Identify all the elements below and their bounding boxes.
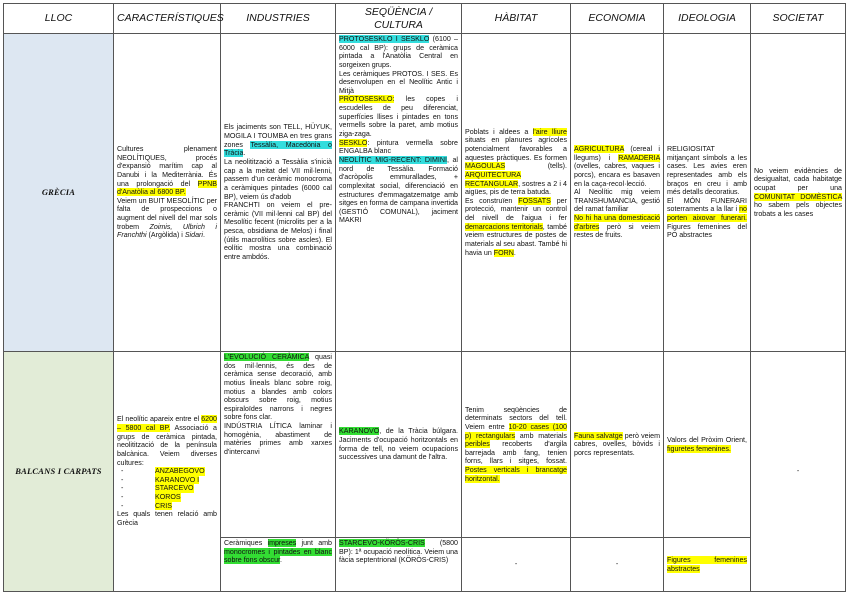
text: . xyxy=(280,556,282,565)
text: INDÚSTRIA LÍTICA laminar i homogènia, abastiment de matèries primes amb xarxes d'intercanvi xyxy=(224,422,332,457)
highlight: STARCEVO-KÖRÖS-CRIS xyxy=(339,539,425,547)
highlight: No hi ha una domesticació d'arbres xyxy=(574,214,660,231)
text: , també veiem estructures de postes de materials al seu abast. També hi havia un xyxy=(465,222,567,257)
header-societat: SOCIETAT xyxy=(751,4,846,34)
text: (Argòlida) i xyxy=(146,231,185,240)
list-item: - ANZABEGOVO xyxy=(121,467,217,476)
italic-text: Sidari xyxy=(184,231,203,240)
list-item: - STARCEVO xyxy=(121,484,217,493)
highlight: demarcacions territorials xyxy=(465,222,543,231)
highlight: FORN xyxy=(493,248,514,257)
highlight: COMUNITAT DOMÈSTICA xyxy=(754,192,842,201)
cell-economia-row3: - xyxy=(571,538,664,592)
header-economia: ECONOMIA xyxy=(571,4,664,34)
cell-industries-row3 xyxy=(221,538,336,592)
cell-caracteristiques-grecia xyxy=(114,34,221,352)
highlight: PROTOSESKLO I SESKLO xyxy=(339,35,430,43)
text: (cereal i llegums) i xyxy=(574,144,660,162)
text: RELIGIOSITAT mitjançant símbols a les cases. Les avies eren representades amb els braços en creu i amb més detalls decoratius. xyxy=(667,144,747,197)
text: Cultures plenament NEOLÍTIQUES, procés d'expansió marítim cap al Danubi i la Mediterrània. És una prolongació del xyxy=(117,144,217,188)
text: recoberts d'argila barrejada amb fang, tenien forns, llars i sitges, fossat. xyxy=(465,440,567,466)
highlight: KARANOVO xyxy=(339,427,380,436)
header-caracteristiques: CARACTERÍSTIQUES xyxy=(114,4,221,34)
neolithic-table xyxy=(3,3,846,592)
highlight: 6200 – 5800 cal BP. xyxy=(117,415,217,432)
text: Al Neolític mig veiem TRANSHUMANCIA, gestió del ramat familiar xyxy=(574,188,660,214)
text: , sostres a 2 i 4 aigües, pis de terra batuda. xyxy=(465,179,567,197)
cell-sequencia-grecia xyxy=(336,34,462,352)
cell-ideologia-grecia xyxy=(664,34,751,352)
text: situats en planures agrícoles potencialment favorables a aquestes pràctiques. Es formen xyxy=(465,136,567,162)
cell-habitat-grecia xyxy=(462,34,571,352)
text: per protecció, mantenir un control del nivell de l'aigua i fer xyxy=(465,196,567,223)
text: ho sabem pels objectes trobats a les cases xyxy=(754,201,842,218)
cell-economia-balcans xyxy=(571,352,664,538)
text: Poblats i aldees a xyxy=(465,127,533,136)
cell-societat-balcans: - xyxy=(751,352,846,592)
cell-lloc-grecia xyxy=(4,34,114,352)
cell-industries-balcans xyxy=(221,352,336,538)
header-habitat: HÀBITAT xyxy=(462,4,571,34)
highlight: ARQUITECTURA RECTANGULAR xyxy=(465,170,521,188)
italic-text: Zoimis, Ulbrich i Franchthi xyxy=(117,222,217,240)
text: . xyxy=(513,248,516,257)
highlight: no porten aixovar funerari. xyxy=(667,205,747,223)
place-grecia: GRÈCIA xyxy=(41,187,76,198)
place-balcans: BALCANS I CARPATS xyxy=(15,466,102,477)
text: : pintura vermella sobre ENGALBA blanc xyxy=(339,138,458,156)
list-item: - CRIS xyxy=(121,502,217,511)
cell-sequencia-row3 xyxy=(336,538,462,592)
text: (5800 BP): 1ª ocupació neolítica. Veiem una fàcia septentrional (KÖRÖS-CRIS) xyxy=(339,539,458,565)
highlight: figuretes femenines. xyxy=(667,444,731,453)
text: Els jaciments son TELL, HÜYUK, MOGILA I TOUMBA en tres grans zones xyxy=(224,123,332,149)
text: Les ceràmiques PROTOS. I SES. Es desenvolupen en el Neolític Antic i Mitjà xyxy=(339,69,458,95)
header-row xyxy=(4,4,846,34)
text: quasi dos mil·lennis, és des de ceràmica sense decoració, amb motius lineals blanc sobre roig, motius a blandes amb colors obscurs sobre roig, motius espiraloïdes narrons i negres sobre fons clar. xyxy=(224,353,332,422)
text: El MÓN FUNERARI soterraments a la llar i xyxy=(667,196,747,214)
text: però si veiem restes de fruits. xyxy=(574,222,660,240)
highlight: Tessàlia, Macedònia o Tràcia xyxy=(224,140,332,158)
text: El neolític apareix entre el xyxy=(117,415,202,424)
text: Tenim seqüències de determinats sectors del tell. Veiem entre xyxy=(465,405,567,431)
text: . xyxy=(202,231,205,240)
text: Veiem un BUIT MESOLÍTIC per falta de prospeccions o augment del nivell del mar sols trobem xyxy=(117,196,218,231)
highlight: L'EVOLUCIÓ CERÀMICA xyxy=(224,353,310,361)
text: , al nord de Tessàlia. Formació d'acròpolis emmurallades, + complexitat social, diferenciació en estructures d'emmagatzematge amb sitges en forma de campana invertida (GESTIÓ COMUNAL), jaciment MAKRI xyxy=(339,155,458,225)
cell-caracteristiques-balcans xyxy=(114,352,221,592)
row-balcans xyxy=(4,352,846,538)
cell-economia-grecia xyxy=(571,34,664,352)
row-grecia xyxy=(4,34,846,352)
highlight: Fauna salvatge xyxy=(574,431,623,440)
highlight: Postes verticals i brancatge horitzontal. xyxy=(465,466,567,483)
header-ideologia: IDEOLOGIA xyxy=(664,4,751,34)
text: però veiem cabres, ovelles, bòvids i porcs representats. xyxy=(574,431,660,457)
cell-ideologia-row3 xyxy=(664,538,751,592)
text: Valors del Pròxim Orient, xyxy=(667,435,747,444)
cultures-list xyxy=(121,467,217,510)
text: (6100 – 6000 cal BP): grups de ceràmica pintada a l'Anatòlia Central en sorgeixen grups. xyxy=(339,35,458,69)
text: Associació a grups de ceràmica pintada, neolitització de la península balcànica. Veiem diverses cultures: xyxy=(117,423,217,467)
text: junt amb xyxy=(296,539,333,547)
cell-lloc-balcans xyxy=(4,352,114,592)
list-item: - KARANOVO I xyxy=(121,476,217,485)
text: Ceràmiques xyxy=(224,539,268,547)
text: No veiem evidències de desigualtat, cada habitatge ocupat per una xyxy=(754,166,842,192)
header-lloc: LLOC xyxy=(4,4,114,34)
text: , de la Tràcia búlgara. Jaciments d'ocupació horitzontals en forma de tell, no veiem ocupacions successives una damunt de l'altra. xyxy=(339,427,458,462)
highlight: monocromes i pintades en blanc sobre fons obscur xyxy=(224,547,332,565)
text: Es construïen xyxy=(465,196,519,205)
highlight: Figures femenines abstractes xyxy=(667,555,747,573)
text: (ovelles, cabres, vaques i porcs), encara es basaven en la caça-recol·lecció. xyxy=(574,162,660,188)
text: amb materials xyxy=(515,431,567,440)
highlight: MAGOULAS xyxy=(465,162,506,171)
highlight: AGRICULTURA xyxy=(574,144,624,153)
highlight: RAMADERIA xyxy=(618,153,660,162)
cell-habitat-row3: - xyxy=(462,538,571,592)
highlight: l'aire lliure xyxy=(532,127,567,136)
cell-sequencia-balcans xyxy=(336,352,462,538)
cell-industries-grecia xyxy=(221,34,336,352)
text: FRANCHTI on veiem el pre-ceràmic (VII mil·lenni cal BP) del Mesolític fecent (microlits per a la pesca, obsidiana de Melos) i final (útils macrolítics sobre ascles). El eolític mostra una combinació entre ambdós. xyxy=(224,201,332,261)
highlight: SESKLO xyxy=(339,138,368,147)
cell-habitat-balcans xyxy=(462,352,571,538)
text: La neolitització a Tessàlia s'inicià cap a la meitat del VII mil·lenni, passem d'un ceràmic monocroma a ceràmiques pintades (6000 cal BP), veiem ús d'adob xyxy=(224,157,332,201)
highlight: 10-20 cases (100 p) rectangulars xyxy=(465,422,567,440)
highlight: FOSSATS xyxy=(518,196,551,205)
text: Figures femenines del PO abstractes xyxy=(667,222,747,240)
cell-societat-grecia xyxy=(751,34,846,352)
list-item: - KOROS xyxy=(121,493,217,502)
text: Les quals tenen relació amb Grècia xyxy=(117,510,217,528)
highlight: impreses xyxy=(267,539,297,547)
cell-ideologia-balcans xyxy=(664,352,751,538)
highlight: PPNB d'Anatòlia al 6800 BP. xyxy=(117,179,217,197)
header-sequencia: SEQÜÈNCIA / CULTURA xyxy=(336,4,462,34)
highlight: PROTOSESKLO: xyxy=(339,95,395,104)
highlight: NEOLÍTIC MIG-RECENT: DIMINI xyxy=(339,155,447,164)
header-industries: INDUSTRIES xyxy=(221,4,336,34)
text: (tells). xyxy=(505,162,567,171)
highlight: peribles xyxy=(465,440,490,449)
text: les copes i escudelles de peu diferenciat, superfícies llises i pintades en tons vermells sobre la paret, amb motius ziga-zaga. xyxy=(339,95,458,139)
text: . xyxy=(243,149,246,158)
